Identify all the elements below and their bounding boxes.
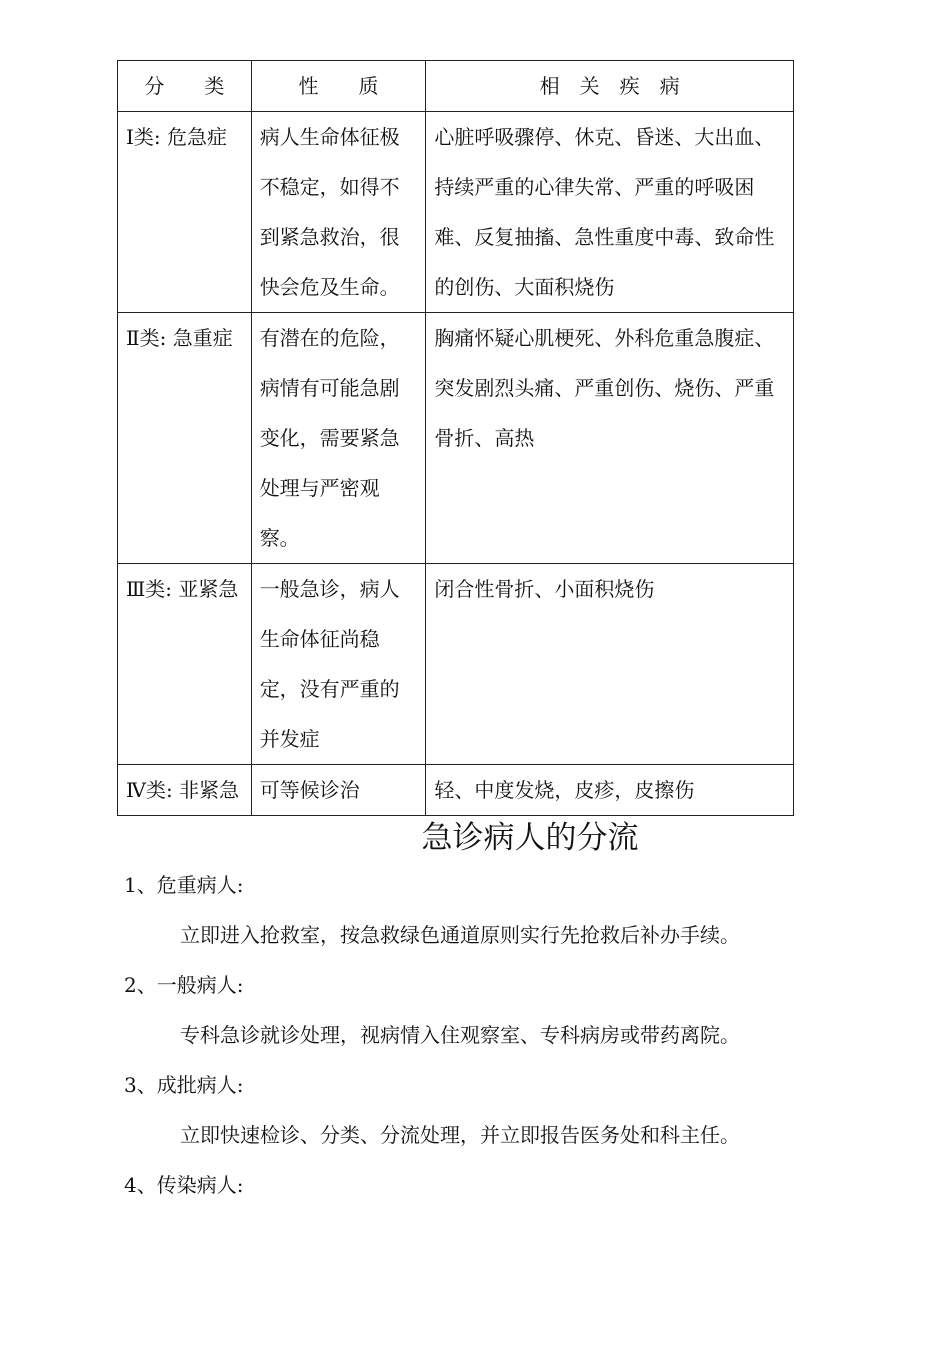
row-diseases: 轻、中度发烧，皮疹，皮擦伤 (426, 765, 794, 816)
list-item (124, 1165, 824, 1205)
item-heading: 1、危重病人: (124, 873, 244, 897)
triage-table (117, 60, 794, 816)
item-heading: 4、传染病人: (124, 1173, 244, 1197)
header-nature: 性 质 (251, 61, 426, 112)
item-body: 专科急诊就诊处理，视病情入住观察室、专科病房或带药离院。 (180, 1023, 740, 1047)
row-diseases: 心脏呼吸骤停、休克、昏迷、大出血、持续严重的心律失常、严重的呼吸困难、反复抽搐、急性重度中毒、致命性的创伤、大面积烧伤 (426, 112, 794, 313)
item-body: 立即进入抢救室，按急救绿色通道原则实行先抢救后补办手续。 (180, 923, 740, 947)
item-heading: 2、一般病人: (124, 973, 244, 997)
triage-flow-list (124, 865, 824, 1205)
row-nature: 可等候诊治 (251, 765, 426, 816)
section-title: 急诊病人的分流 (421, 820, 639, 856)
row-diseases: 闭合性骨折、小面积烧伤 (426, 564, 794, 765)
row-category: Ⅳ类: 非紧急 (118, 765, 252, 816)
row-nature: 有潜在的危险，病情有可能急剧变化，需要紧急处理与严密观察。 (251, 313, 426, 564)
row-nature: 一般急诊，病人生命体征尚稳定，没有严重的并发症 (251, 564, 426, 765)
row-category: Ⅲ类: 亚紧急 (118, 564, 252, 765)
table-row (118, 112, 794, 313)
header-diseases: 相 关 疾 病 (426, 61, 794, 112)
table-header-row (118, 61, 794, 112)
header-category: 分 类 (118, 61, 252, 112)
row-nature: 病人生命体征极不稳定，如得不到紧急救治，很快会危及生命。 (251, 112, 426, 313)
row-category: Ⅱ类: 急重症 (118, 313, 252, 564)
row-category: Ⅰ类: 危急症 (118, 112, 252, 313)
list-item (124, 1065, 824, 1155)
list-item (124, 965, 824, 1055)
item-body: 立即快速检诊、分类、分流处理，并立即报告医务处和科主任。 (180, 1123, 740, 1147)
item-heading: 3、成批病人: (124, 1073, 244, 1097)
list-item (124, 865, 824, 955)
table-row (118, 564, 794, 765)
row-diseases: 胸痛怀疑心肌梗死、外科危重急腹症、突发剧烈头痛、严重创伤、烧伤、严重骨折、高热 (426, 313, 794, 564)
table-row (118, 765, 794, 816)
table-row (118, 313, 794, 564)
